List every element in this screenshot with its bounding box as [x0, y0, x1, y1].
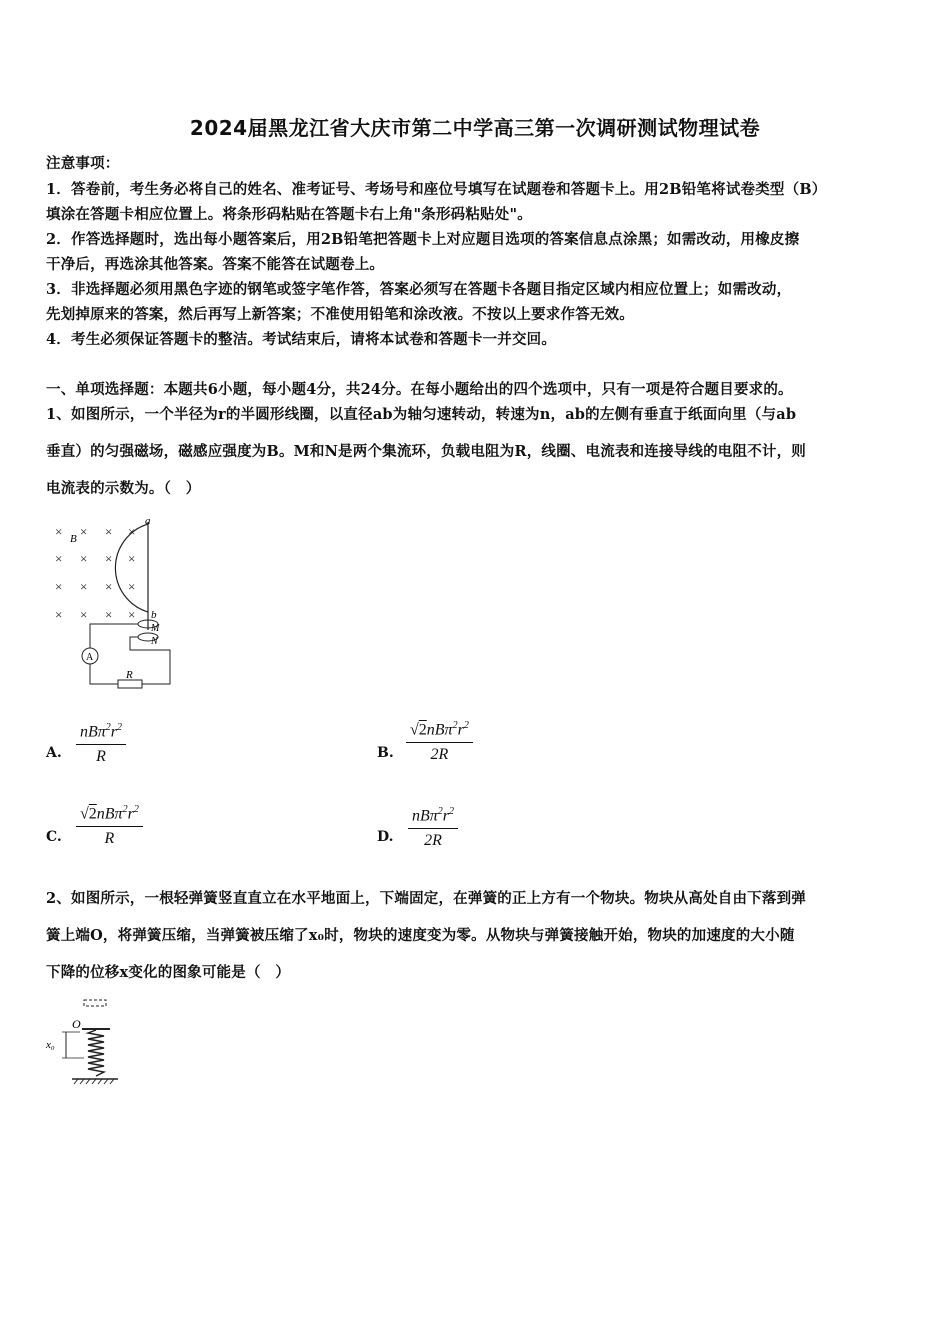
field-cross: × [55, 607, 63, 622]
notice-line: 1．答卷前，考生务必将自己的姓名、准考证号、考场号和座位号填写在试题卷和答题卡上。用2B铅笔将试卷类型（B） [46, 181, 827, 198]
label-B: B [70, 533, 77, 545]
field-cross: × [105, 551, 113, 566]
question-1-text: 电流表的示数为。（ ） [46, 480, 201, 497]
label-R: R [126, 669, 133, 681]
option-b-denominator: 2R [430, 746, 449, 764]
falling-block [84, 1000, 106, 1006]
notice-line: 4．考生必须保证答题卡的整洁。考试结束后，请将本试卷和答题卡一并交回。 [46, 331, 557, 348]
field-cross: × [105, 607, 113, 622]
field-cross: × [128, 579, 136, 594]
question-2-text: 下降的位移x变化的图象可能是（ ） [46, 964, 291, 981]
field-cross: × [128, 607, 136, 622]
notice-line: 2．作答选择题时，选出每小题答案后，用2B铅笔把答题卡上对应题目选项的答案信息点涂黑；如需改动，用橡皮擦 [46, 231, 800, 248]
field-cross: × [80, 551, 88, 566]
notice-line: 填涂在答题卡相应位置上。将条形码粘贴在答题卡右上角"条形码粘贴处"。 [46, 206, 532, 223]
ammeter-label: A [86, 652, 94, 663]
field-cross: × [55, 551, 63, 566]
question-1-text: 垂直）的匀强磁场，磁感应强度为B。M和N是两个集流环，负载电阻为R，线圈、电流表和连接导线的电阻不计，则 [46, 443, 807, 460]
option-c-denominator: R [104, 830, 115, 848]
field-cross: × [80, 607, 88, 622]
field-cross: × [105, 524, 113, 539]
option-d-denominator: 2R [424, 832, 442, 850]
option-c-numerator: nBπ [96, 805, 123, 823]
option-d-label: D. [377, 829, 394, 845]
field-cross: × [55, 524, 63, 539]
option-d-numerator: nBπ [412, 807, 438, 825]
field-cross: × [128, 551, 136, 566]
label-a: a [145, 515, 151, 527]
field-cross: × [55, 579, 63, 594]
option-b-formula: $√2nB\pi^2r^2$ 2R [406, 720, 473, 764]
option-a-denominator: R [96, 748, 106, 766]
notice-line: 先划掉原来的答案，然后再写上新答案；不准使用铅笔和涂改液。不按以上要求作答无效。 [46, 306, 634, 323]
question-2-text: 2、如图所示，一根轻弹簧竖直直立在水平地面上，下端固定，在弹簧的正上方有一个物块。物块从高处自由下落到弹 [46, 890, 806, 907]
question-2-figure [44, 996, 124, 1091]
field-cross: × [80, 524, 88, 539]
option-c-root: 2 [88, 805, 97, 823]
magnetic-field-crosses [55, 524, 135, 622]
option-a-numerator: nBπ [80, 723, 106, 741]
question-1-figure [50, 512, 180, 692]
section-heading: 一、单项选择题：本题共6小题，每小题4分，共24分。在每小题给出的四个选项中，只有一项是符合题目要求的。 [46, 381, 793, 398]
option-c-label: C. [46, 829, 62, 845]
notice-heading: 注意事项： [46, 155, 120, 172]
label-x0: x₀ [46, 1039, 55, 1051]
notice-line: 3．非选择题必须用黑色字迹的钢笔或签字笔作答，答案必须写在答题卡各题目指定区域内相应位置上；如需改动， [46, 281, 792, 298]
question-2-text: 簧上端O，将弹簧压缩，当弹簧被压缩了x₀时，物块的速度变为零。从物块与弹簧接触开始，物块的加速度的大小随 [46, 927, 795, 944]
field-cross: × [105, 579, 113, 594]
label-M: M [151, 623, 160, 634]
field-cross: × [128, 524, 136, 539]
question-1-text: 1、如图所示，一个半径为r的半圆形线圈，以直径ab为轴匀速转动，转速为n，ab的左侧有垂直于纸面向里（与ab [46, 406, 797, 423]
option-c-formula: $√2nB\pi^2r^2$ R [76, 804, 143, 848]
label-O: O [72, 1017, 81, 1031]
option-a-formula: $nB\pi^2r^2$ R [76, 722, 126, 766]
option-b-label: B. [377, 745, 394, 761]
page-title: 2024届黑龙江省大庆市第二中学高三第一次调研测试物理试卷 [189, 116, 761, 140]
option-b-root: 2 [418, 721, 427, 739]
label-N: N [151, 636, 158, 647]
spring [88, 1030, 104, 1076]
option-a-label: A. [46, 745, 62, 761]
resistor-icon [118, 680, 142, 688]
notice-line: 干净后，再选涂其他答案。答案不能答在试题卷上。 [46, 256, 385, 273]
field-cross: × [80, 579, 88, 594]
option-b-numerator: nBπ [426, 721, 453, 739]
label-b: b [151, 609, 157, 621]
option-d-formula: $nB\pi^2r^2$ 2R [408, 806, 458, 850]
